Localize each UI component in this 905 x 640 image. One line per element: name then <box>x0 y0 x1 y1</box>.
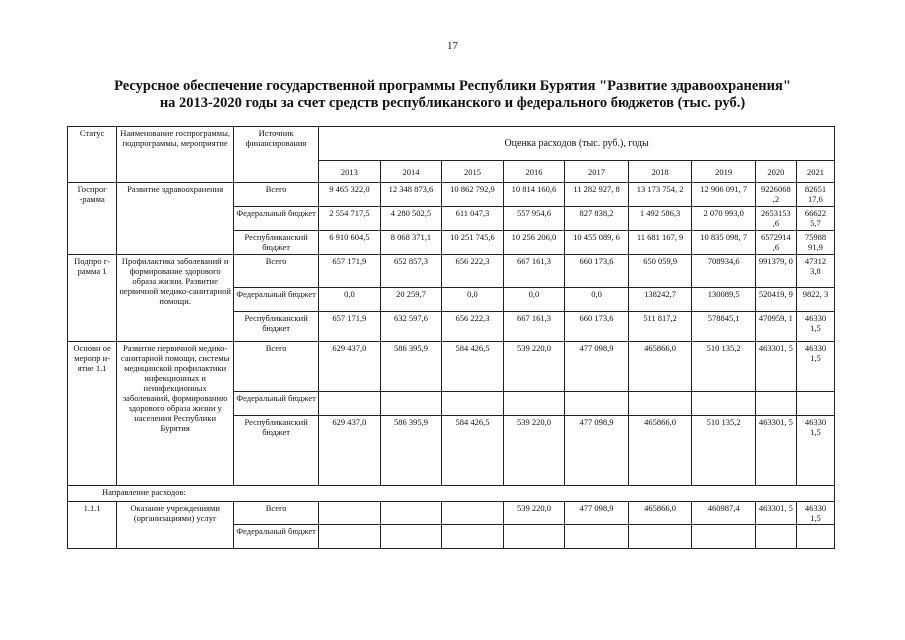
value-cell <box>442 525 504 549</box>
page-bottom-margin <box>0 560 905 640</box>
value-cell <box>628 525 692 549</box>
value-cell: 6572914 ,6 <box>755 231 796 255</box>
year-cell: 2021 <box>796 161 834 183</box>
value-cell <box>319 392 381 416</box>
value-cell: 11 282 927, 8 <box>565 183 629 207</box>
value-cell: 657 171,9 <box>319 312 381 342</box>
value-cell: 539 220,0 <box>503 502 565 525</box>
value-cell: 10 835 098, 7 <box>692 231 756 255</box>
value-cell: 2653153 ,6 <box>755 207 796 231</box>
value-cell: 584 426,5 <box>442 416 504 486</box>
value-cell: 650 059,9 <box>628 255 692 288</box>
value-cell: 656 222,3 <box>442 255 504 288</box>
year-cell: 2016 <box>503 161 565 183</box>
value-cell: 510 135,2 <box>692 416 756 486</box>
table-row <box>68 183 835 207</box>
page-number: 17 <box>447 40 458 52</box>
document-title <box>40 78 865 112</box>
header-status: Статус <box>68 127 117 183</box>
value-cell <box>380 392 442 416</box>
value-cell <box>319 525 381 549</box>
value-cell <box>503 525 565 549</box>
value-cell: 4 280 502,5 <box>380 207 442 231</box>
value-cell: 667 161,3 <box>503 255 565 288</box>
name-cell: Оказание учреждениями (организациями) услуг <box>117 502 234 549</box>
value-cell <box>503 392 565 416</box>
value-cell: 138242,7 <box>628 288 692 312</box>
value-cell: 9 465 322,0 <box>319 183 381 207</box>
value-cell: 511 817,2 <box>628 312 692 342</box>
value-cell: 539 220,0 <box>503 416 565 486</box>
value-cell: 46330 1,5 <box>796 342 834 392</box>
value-cell: 629 437,0 <box>319 416 381 486</box>
value-cell: 463301, 5 <box>755 502 796 525</box>
value-cell: 584 426,5 <box>442 342 504 392</box>
value-cell: 11 681 167, 9 <box>628 231 692 255</box>
table-row <box>68 342 835 392</box>
value-cell <box>755 392 796 416</box>
value-cell: 0,0 <box>442 288 504 312</box>
header-name: Наименование госпрограммы, подпрограммы, мероприятие <box>117 127 234 183</box>
value-cell <box>442 392 504 416</box>
value-cell: 46330 1,5 <box>796 312 834 342</box>
source-cell: Всего <box>234 502 319 525</box>
value-cell: 20 259,7 <box>380 288 442 312</box>
status-cell: 1.1.1 <box>68 502 117 549</box>
year-cell: 2015 <box>442 161 504 183</box>
value-cell <box>319 502 381 525</box>
value-cell: 611 047,3 <box>442 207 504 231</box>
source-cell: Республиканский бюджет <box>234 231 319 255</box>
value-cell: 0,0 <box>503 288 565 312</box>
value-cell <box>565 392 629 416</box>
value-cell <box>628 392 692 416</box>
value-cell: 465866,0 <box>628 416 692 486</box>
year-cell: 2020 <box>755 161 796 183</box>
year-cell: 2017 <box>565 161 629 183</box>
value-cell <box>442 502 504 525</box>
value-cell: 632 597,6 <box>380 312 442 342</box>
source-cell: Федеральный бюджет <box>234 288 319 312</box>
value-cell: 12 348 873,6 <box>380 183 442 207</box>
value-cell: 586 395,9 <box>380 416 442 486</box>
value-cell: 75988 91,9 <box>796 231 834 255</box>
value-cell <box>692 525 756 549</box>
header-estimate: Оценка расходов (тыс. руб.), годы <box>319 127 835 161</box>
year-cell: 2018 <box>628 161 692 183</box>
source-cell: Республиканский бюджет <box>234 312 319 342</box>
value-cell: 10 251 745,6 <box>442 231 504 255</box>
name-cell: Развитие первичной медико-санитарной помощи, системы медицинской профилактики инфекционных и неинфекционных заболеваний, формированию здорового образа жизни у населения Республики Бурятия <box>117 342 234 486</box>
value-cell: 1 492 586,3 <box>628 207 692 231</box>
value-cell: 586 395,9 <box>380 342 442 392</box>
year-cell: 2013 <box>319 161 381 183</box>
value-cell <box>692 392 756 416</box>
value-cell: 130089,5 <box>692 288 756 312</box>
year-cell: 2019 <box>692 161 756 183</box>
value-cell <box>755 525 796 549</box>
status-cell: Подпро г-рамма 1 <box>68 255 117 342</box>
value-cell: 46330 1,5 <box>796 502 834 525</box>
value-cell: 477 098,9 <box>565 502 629 525</box>
title-line-2: на 2013-2020 годы за счет средств республиканского и федерального бюджетов (тыс. руб.) <box>159 95 746 111</box>
value-cell: 657 171,9 <box>319 255 381 288</box>
value-cell: 827 838,2 <box>565 207 629 231</box>
value-cell: 6 910 604,5 <box>319 231 381 255</box>
value-cell: 2 070 993,0 <box>692 207 756 231</box>
value-cell: 9822, 3 <box>796 288 834 312</box>
status-cell: Основн ое меропр и-ятие 1.1 <box>68 342 117 486</box>
year-cell: 2014 <box>380 161 442 183</box>
value-cell: 465866,0 <box>628 502 692 525</box>
value-cell: 510 135,2 <box>692 342 756 392</box>
name-cell: Профилактика заболеваний и формирование здорового образа жизни. Развитие первичной медико-санитарной помощи. <box>117 255 234 342</box>
value-cell: 539 220,0 <box>503 342 565 392</box>
value-cell: 667 161,3 <box>503 312 565 342</box>
expense-direction-note <box>68 486 835 502</box>
value-cell: 10 455 089, 6 <box>565 231 629 255</box>
value-cell: 463301, 5 <box>755 416 796 486</box>
value-cell: 12 906 091, 7 <box>692 183 756 207</box>
value-cell: 47312 3,8 <box>796 255 834 288</box>
value-cell: 477 098,9 <box>565 416 629 486</box>
resource-table <box>67 126 835 549</box>
value-cell: 8 068 371,1 <box>380 231 442 255</box>
source-cell: Федеральный бюджет <box>234 207 319 231</box>
value-cell: 10 814 160,6 <box>503 183 565 207</box>
note-text: Направление расходов: <box>102 487 186 497</box>
value-cell: 708934,6 <box>692 255 756 288</box>
source-cell: Всего <box>234 255 319 288</box>
source-cell: Всего <box>234 183 319 207</box>
value-cell: 477 098,9 <box>565 342 629 392</box>
source-cell: Республиканский бюджет <box>234 416 319 486</box>
value-cell: 991379, 0 <box>755 255 796 288</box>
value-cell: 10 862 792,9 <box>442 183 504 207</box>
source-cell: Всего <box>234 342 319 392</box>
source-cell: Федеральный бюджет <box>234 525 319 549</box>
value-cell <box>380 502 442 525</box>
note-row <box>68 486 835 502</box>
value-cell: 2 554 717,5 <box>319 207 381 231</box>
value-cell: 470959, 1 <box>755 312 796 342</box>
value-cell: 557 954,6 <box>503 207 565 231</box>
value-cell: 656 222,3 <box>442 312 504 342</box>
table-row <box>68 255 835 288</box>
value-cell: 660 173,6 <box>565 255 629 288</box>
value-cell <box>565 525 629 549</box>
header-row <box>68 127 835 161</box>
value-cell: 9226068 ,2 <box>755 183 796 207</box>
value-cell <box>796 392 834 416</box>
value-cell: 465866,0 <box>628 342 692 392</box>
value-cell: 460987,4 <box>692 502 756 525</box>
value-cell: 13 173 754, 2 <box>628 183 692 207</box>
name-cell: Развитие здравоохранения <box>117 183 234 255</box>
value-cell: 520419, 9 <box>755 288 796 312</box>
value-cell: 652 857,3 <box>380 255 442 288</box>
value-cell: 46330 1,5 <box>796 416 834 486</box>
value-cell: 82651 17,6 <box>796 183 834 207</box>
status-cell: Госпрог -рамма <box>68 183 117 255</box>
value-cell <box>796 525 834 549</box>
value-cell: 0,0 <box>565 288 629 312</box>
value-cell: 66622 5,7 <box>796 207 834 231</box>
value-cell: 0,0 <box>319 288 381 312</box>
header-source: Источник финансирования <box>234 127 319 183</box>
value-cell <box>380 525 442 549</box>
table-row <box>68 502 835 525</box>
value-cell: 578845,1 <box>692 312 756 342</box>
title-line-1: Ресурсное обеспечение государственной программы Республики Бурятия "Развитие здравоохранения" <box>114 78 791 94</box>
value-cell: 463301, 5 <box>755 342 796 392</box>
value-cell: 629 437,0 <box>319 342 381 392</box>
value-cell: 660 173,6 <box>565 312 629 342</box>
value-cell: 10 256 206,0 <box>503 231 565 255</box>
source-cell: Федеральный бюджет <box>234 392 319 416</box>
